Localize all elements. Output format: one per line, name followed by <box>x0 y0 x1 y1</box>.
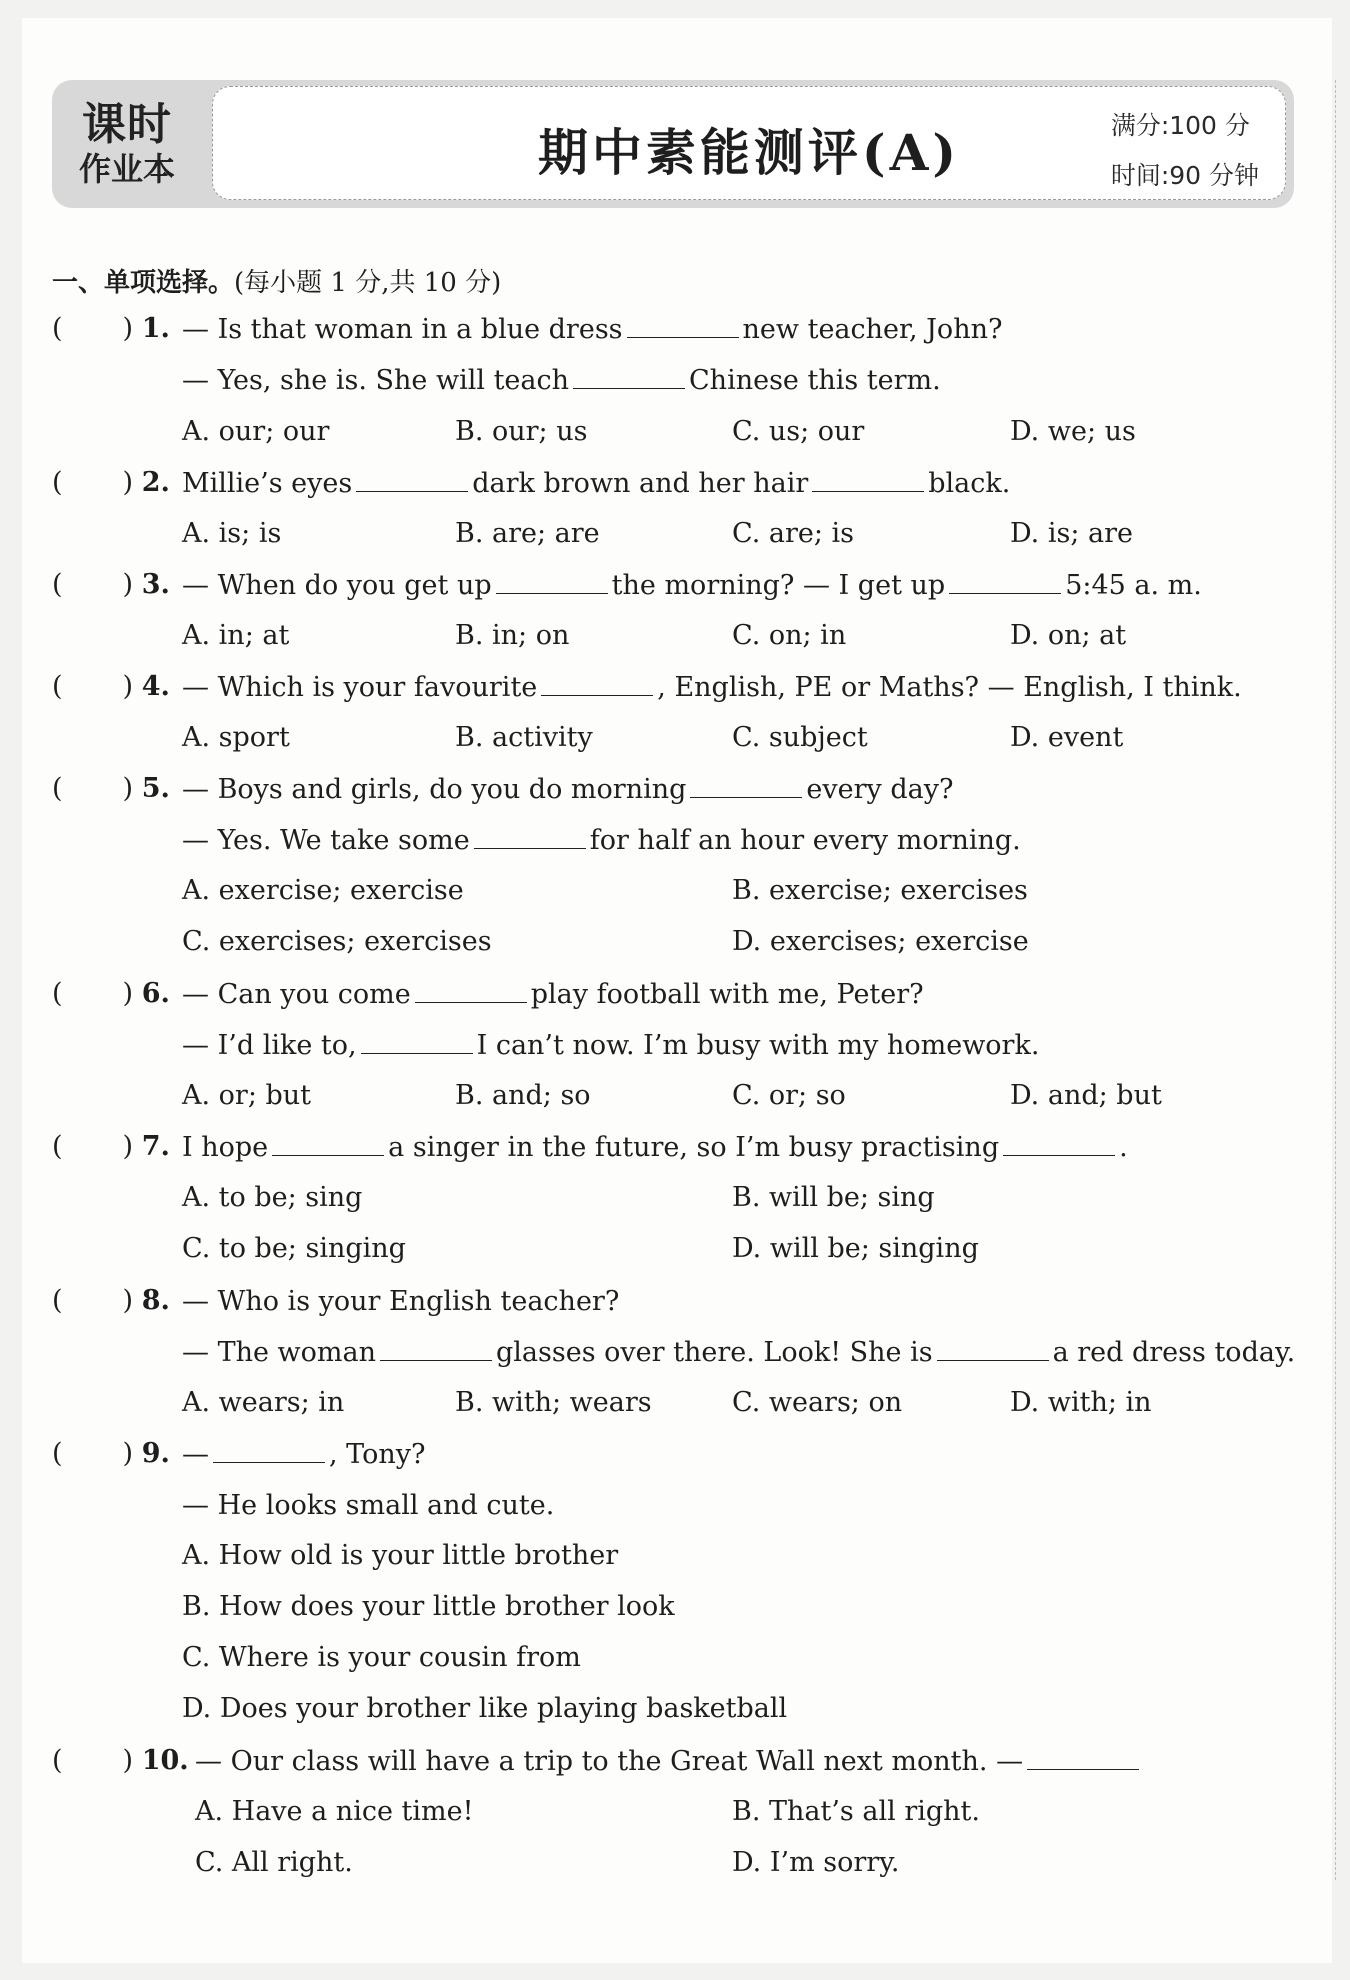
question-text: — Who is your English teacher? <box>182 1286 620 1317</box>
option-b[interactable]: B. How does your little brother look <box>182 1591 675 1622</box>
question-text: — He looks small and cute. <box>182 1490 555 1521</box>
option-d[interactable]: D. Does your brother like playing basketball <box>182 1693 788 1724</box>
blank <box>1003 1133 1115 1156</box>
blank <box>380 1338 492 1361</box>
option-c[interactable]: C. are; is <box>732 518 855 549</box>
blank <box>541 673 653 696</box>
section-note: (每小题 1 分,共 10 分) <box>234 268 502 298</box>
option-a[interactable]: A. wears; in <box>182 1387 345 1418</box>
logo-text-top: 课时 <box>82 99 172 150</box>
question-text: — Our class will have a trip to the Great Wall next month. — <box>195 1745 1143 1779</box>
option-d[interactable]: D. we; us <box>1010 416 1136 447</box>
header-banner <box>52 80 1294 208</box>
option-b[interactable]: B. That’s all right. <box>732 1796 980 1827</box>
option-b[interactable]: B. will be; sing <box>732 1182 935 1213</box>
blank <box>213 1440 325 1463</box>
question-number: 3. <box>141 569 170 600</box>
blank <box>949 571 1061 594</box>
option-a[interactable]: A. sport <box>182 722 290 753</box>
blank <box>474 826 586 849</box>
option-b[interactable]: B. in; on <box>455 620 570 651</box>
option-d[interactable]: D. exercises; exercise <box>732 926 1029 957</box>
question-text: — Can you come play football with me, Peter? <box>182 979 924 1010</box>
blank <box>573 366 685 389</box>
option-b[interactable]: B. with; wears <box>455 1387 652 1418</box>
question-number: 7. <box>141 1131 170 1162</box>
answer-bracket[interactable]: ( ) 2. <box>52 467 170 498</box>
option-c[interactable]: C. Where is your cousin from <box>182 1642 581 1673</box>
option-a[interactable]: A. in; at <box>182 620 290 651</box>
question-text: Millie’s eyes dark brown and her hair black. <box>182 468 1011 499</box>
answer-bracket[interactable]: ( ) 3. <box>52 569 170 600</box>
blank <box>496 571 608 594</box>
question-number: 4. <box>141 671 170 702</box>
question-text: — Yes, she is. She will teach Chinese this term. <box>182 365 941 396</box>
answer-bracket[interactable]: ( ) 4. <box>52 671 170 702</box>
question-text: — Is that woman in a blue dress new teacher, John? <box>182 314 1003 345</box>
question-text: — The woman glasses over there. Look! She is a red dress today. <box>182 1337 1296 1368</box>
blank <box>361 1031 473 1054</box>
option-a[interactable]: A. Have a nice time! <box>195 1796 474 1827</box>
option-d[interactable]: D. with; in <box>1010 1387 1152 1418</box>
question-text: — Boys and girls, do you do morning every day? <box>182 774 954 805</box>
question-number: 9. <box>141 1438 170 1469</box>
option-b[interactable]: B. and; so <box>455 1080 591 1111</box>
option-d[interactable]: D. and; but <box>1010 1080 1162 1111</box>
answer-bracket[interactable]: ( ) 1. <box>52 313 170 344</box>
option-b[interactable]: B. are; are <box>455 518 600 549</box>
answer-bracket[interactable]: ( ) 9. <box>52 1438 170 1469</box>
section-heading: 一、单项选择。 <box>52 268 235 298</box>
option-b[interactable]: B. activity <box>455 722 593 753</box>
blank <box>1027 1747 1139 1770</box>
answer-bracket[interactable]: ( ) 6. <box>52 978 170 1009</box>
title-box <box>212 86 1286 200</box>
option-d[interactable]: D. event <box>1010 722 1124 753</box>
question-number: 8. <box>141 1285 170 1316</box>
option-c[interactable]: C. All right. <box>195 1847 353 1878</box>
question-text: — When do you get up the morning? — I get up 5:45 a. m. <box>182 570 1202 601</box>
option-b[interactable]: B. our; us <box>455 416 588 447</box>
question-number: 2. <box>141 467 170 498</box>
exam-meta <box>1111 101 1259 201</box>
option-a[interactable]: A. our; our <box>182 416 330 447</box>
option-a[interactable]: A. exercise; exercise <box>182 875 464 906</box>
full-score: 满分:100 分 <box>1110 111 1250 140</box>
question-text: — Which is your favourite , English, PE or Maths? — English, I think. <box>182 672 1242 703</box>
option-d[interactable]: D. will be; singing <box>732 1233 979 1264</box>
option-a[interactable]: A. How old is your little brother <box>182 1540 619 1571</box>
answer-bracket[interactable]: ( ) 8. <box>52 1285 170 1316</box>
option-b[interactable]: B. exercise; exercises <box>732 875 1028 906</box>
question-number: 5. <box>141 773 170 804</box>
blank <box>415 980 527 1003</box>
question-text: — I’d like to, I can’t now. I’m busy with my homework. <box>182 1030 1040 1061</box>
blank <box>356 469 468 492</box>
blank <box>937 1338 1049 1361</box>
logo <box>52 80 202 208</box>
option-c[interactable]: C. or; so <box>732 1080 846 1111</box>
question-text: I hope a singer in the future, so I’m busy practising . <box>182 1132 1128 1163</box>
question-number: 1. <box>141 313 170 344</box>
option-c[interactable]: C. to be; singing <box>182 1233 406 1264</box>
option-a[interactable]: A. is; is <box>182 518 282 549</box>
page-title: 期中素能测评(A) <box>537 123 961 182</box>
option-c[interactable]: C. wears; on <box>732 1387 903 1418</box>
option-a[interactable]: A. or; but <box>182 1080 312 1111</box>
blank <box>627 315 739 338</box>
option-c[interactable]: C. exercises; exercises <box>182 926 492 957</box>
option-d[interactable]: D. on; at <box>1010 620 1127 651</box>
section-title <box>52 262 501 299</box>
option-c[interactable]: C. us; our <box>732 416 865 447</box>
question-number: 10. <box>141 1745 189 1776</box>
option-c[interactable]: C. subject <box>732 722 868 753</box>
logo-text-bottom: 作业本 <box>78 150 175 188</box>
answer-bracket[interactable]: ( ) 5. <box>52 773 170 804</box>
blank <box>812 469 924 492</box>
question-text: — , Tony? <box>182 1439 426 1470</box>
option-c[interactable]: C. on; in <box>732 620 847 651</box>
answer-bracket[interactable]: ( ) 7. <box>52 1131 170 1162</box>
option-a[interactable]: A. to be; sing <box>182 1182 363 1213</box>
blank <box>690 775 802 798</box>
margin-rule <box>1335 80 1336 1880</box>
answer-bracket[interactable]: ( ) 10. <box>52 1745 189 1776</box>
option-d[interactable]: D. I’m sorry. <box>732 1847 900 1878</box>
option-d[interactable]: D. is; are <box>1010 518 1134 549</box>
question-text: — Yes. We take some for half an hour every morning. <box>182 825 1021 856</box>
blank <box>272 1133 384 1156</box>
question-number: 6. <box>141 978 170 1009</box>
time-limit: 时间:90 分钟 <box>1110 161 1259 190</box>
